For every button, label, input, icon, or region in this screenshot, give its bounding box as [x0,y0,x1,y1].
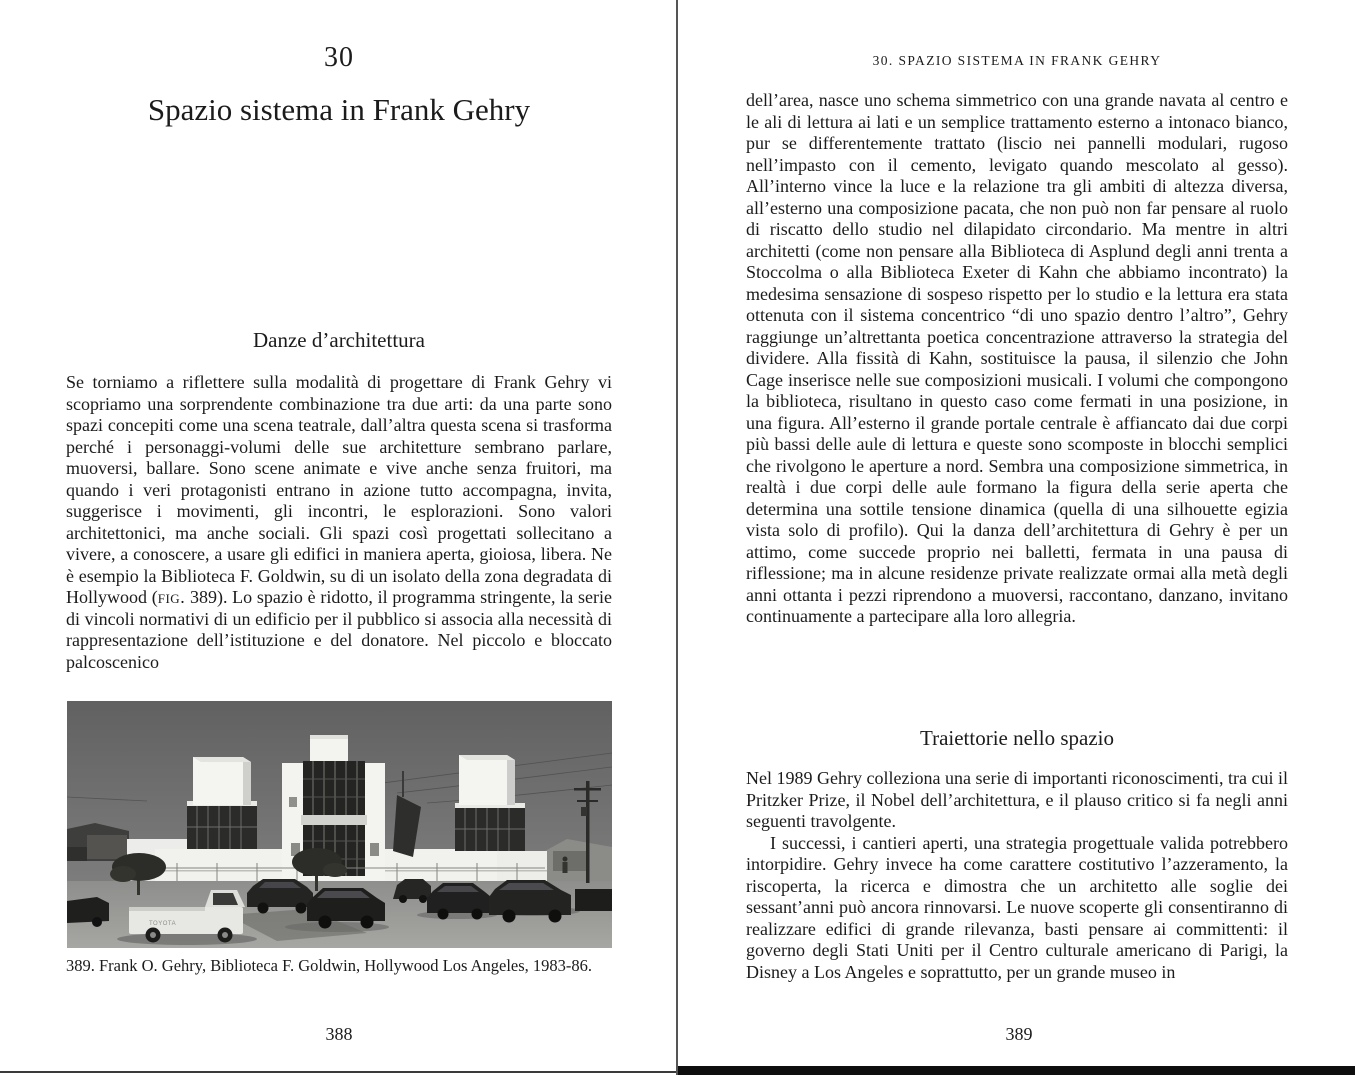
right-body-paragraph-2: Nel 1989 Gehry colleziona una serie di importanti riconoscimenti, tra cui il Pritzker Prize, il Nobel dell’architettura, e il plauso critico si fa negli anni seguenti travolgente. [746,768,1288,831]
figure-reference: fig. [157,587,186,607]
right-body-paragraph-1: dell’area, nasce uno schema simmetrico con una grande navata al centro e le ali di lettura ai lati e un semplice trattamento esterno a intonaco bianco, pur se differentemente trattato (liscio nei pannelli modulari, rugoso nell’impasto con il cemento, levigato quando mescolato al gesso). All’interno vince la luce e la relazione tra gli ambiti di altezza diversa, all’esterno una composizione pacata, che non può non far pensare al ruolo di riscatto dello studio nel dilapidato circondario. Ma mentre in altri architetti (come non pensare alla Biblioteca di Asplund degli anni trenta a Stoccolma o alla Biblioteca Exeter di Kahn che abbiamo incontrato) la medesima sensazione di sospeso rispetto per lo studio e la lettura era stata ottenuta con il sistema concentrico “di uno spazio dentro l’altro”, Gehry raggiunge un’altrettanta poetica concentrazione attraverso la strategia del dividere. Alla fissità di Kahn, sostituisce la pausa, il silenzio che John Cage inserisce nelle sue composizioni musicali. I volumi che compongono la biblioteca, risultano in questo caso come fermati in una posizione, in una figura. All’esterno il grande portale centrale è affiancato dai due corpi più bassi delle aule di lettura e queste sono scomposte in blocchi semplici che rivolgono le aperture a nord. Sembra una composizione simmetrica, in realtà i due corpi delle aule formano la figura della serie aperta che determina una sottile tensione dinamica (quella di una silhouette egizia vista solo di profilo). Qui la danza dell’architettura di Gehry è per un attimo, come succede proprio nei balletti, fermata in una pausa di riflessione; ma in alcune residenze private realizzate ormai alla metà degli anni ottanta i pezzi riprendono a muoversi, raccontano, danzano, invitano continuamente a partecipare alla loro allegria. [746,90,1288,626]
page-gutter-line [676,0,678,1075]
right-page [678,0,1355,1075]
chapter-title: Spazio sistema in Frank Gehry [147,92,531,127]
scan-edge-bottom-left [0,1071,676,1073]
left-body-part2: 389). Lo spazio è ridotto, il programma stringente, la serie di vincoli normativi di un edificio per il pubblico si associa alla necessità di rappresentazione dell’istituzione e del donatore. Nel piccolo e bloccato palcoscenico [66,587,612,672]
left-cube [193,757,243,805]
left-body-part1: Se torniamo a riflettere sulla modalità di progettare di Frank Gehry vi scopriamo una sorprendente combinazione tra due arti: da una parte sono spazi concepiti come una scena teatrale, dall’altra questa scena si trasforma perché i personaggi-volumi delle sue architetture sembrano parlare, muoversi, ballare. Sono scene animate e vive anche senza fruitori, ma quando i veri protagonisti entrano in azione tutto accompagna, invita, suggerisce i movimenti, gli incontri, le esplorazioni. Sono valori architettonici, ma anche sociali. Gli spazi così progettati sollecitano a vivere, a conoscere, a usare gli edifici in maniera aperta, gioiosa, libera. Ne è esempio la Biblioteca F. Goldwin, su di un isolato della zona degradata di Hollywood ( [66,372,612,607]
left-page [0,0,676,1075]
scan-edge-bottom-right [678,1066,1355,1075]
right-body-paragraph-3: I successi, i cantieri aperti, una strategia progettuale valida potrebbero intorpidire. Gehry invece ha come carattere costitutivo l’azzeramento, la riscoperta, la ricerca e dimostra che un architetto alle soglie dei sessant’anni può ancora rinnovarsi. Le nuove scoperte gli consentiranno di realizzare edifici di grande rilevanza, basti pensare ai committenti: il governo degli Stati Uniti per il Centro culturale americano di Parigi, la Disney a Los Angeles e soprattutto, per un grande museo in [746,832,1288,982]
right-cube [459,755,507,805]
left-body-paragraph [66,372,612,700]
running-header: 30. SPAZIO SISTEMA IN FRANK GEHRY [872,53,1162,68]
right-body-block [746,768,1288,1012]
section-heading-danze: Danze d’architettura [253,328,425,352]
left-pavilion [187,757,257,849]
truck-brand-label: TOYOTA [149,921,177,927]
page-number-right: 389 [1005,1024,1033,1044]
chapter-number: 30 [324,42,354,73]
section-heading-traiettorie: Traiettorie nello spazio [919,726,1114,750]
figure-caption: 389. Frank O. Gehry, Biblioteca F. Goldwin, Hollywood Los Angeles, 1983-86. [66,956,593,975]
right-wall [497,851,547,882]
building-photograph [67,701,612,948]
pedestrian [563,857,568,874]
building-photo-illustration [67,701,612,948]
page-number-left: 388 [325,1024,353,1044]
right-pavilion [455,755,525,851]
